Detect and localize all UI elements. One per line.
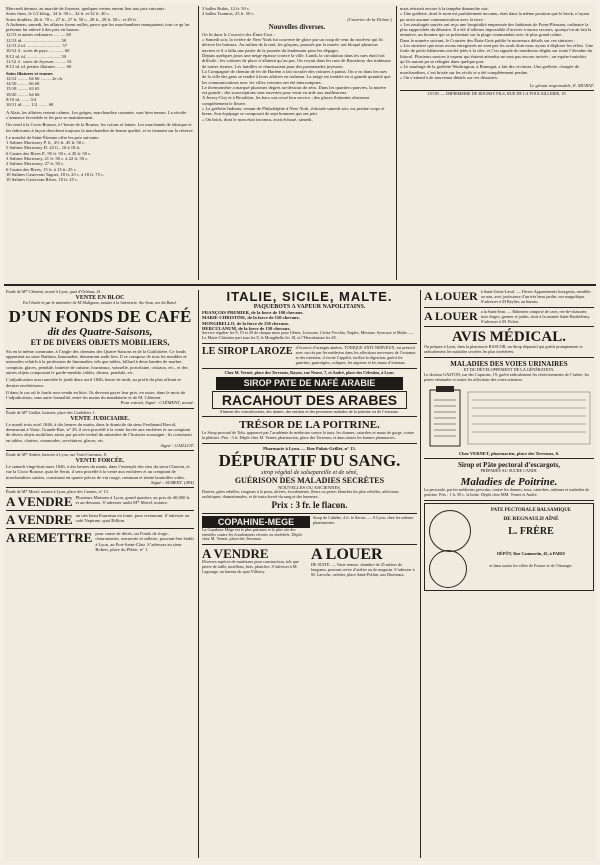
section-title: Nouvelles diverses. <box>268 22 326 31</box>
subtitle: dit des Quatre-Saisons, <box>47 325 153 338</box>
cubebe-text: Sirop de Cubèbe, 4 fr. le flacon. — A Lyon, chez les mêmes pharmaciens. <box>313 514 414 525</box>
sirop-pate-title: Sirop et Pâte pectoral d’escargots, <box>458 461 560 470</box>
vente-text: Le samedi vingt-huit mars 1846, à dix heures du matin, dans l’entrepôt des vins du sieur Charvin, et rue la Croix-Rousse, quai de Serin, il sera procédé à la vente aux enchères et au comptant de marchandises saisies, consistant en quatre pièces de vin rouge, commun et trente bouteilles vides. <box>6 464 190 480</box>
copahine-title: COPAHINE-MEGE <box>202 516 310 528</box>
bottom-left-column <box>6 290 194 858</box>
bottom-right-column <box>424 290 594 858</box>
ad-divider <box>424 458 594 459</box>
etude-header: Étude de M* Morel, notaire à Lyon, place des Carmes, n° 13. <box>6 489 109 495</box>
pharmacie: Pharmacie à Lyon. — Rue Palais-Grillet, n° 13. <box>263 446 356 452</box>
pate-sub: DE REGNAULD AÎNÉ <box>503 515 559 522</box>
main-title: D’UN FONDS DE CAFÉ <box>8 306 192 326</box>
depot-sub: et dans toutes les villes de France et de l’étranger. <box>489 562 573 568</box>
louer-ad <box>424 310 594 325</box>
ad-divider <box>424 357 594 358</box>
ad-divider <box>6 450 194 451</box>
ad-divider <box>6 408 194 409</box>
etude-header: Étude de M* Clément, avoué à Lyon, quai d’Orléans, 41. <box>6 290 102 294</box>
italie-subheader: PAQUEBOTS A VAPEUR NAPOLITAINS. <box>253 304 366 310</box>
seal-circle <box>429 550 467 588</box>
poitrine-text: La pectorale, par les médecins prescrite, contre les rhumes, toux, catarrhes, asthmes et maladies de poitrine. Prix : 1 fr. 50 c. la boîte. Dépôt chez MM. Vernet et André. <box>424 487 590 498</box>
ad-divider <box>424 500 594 501</box>
soies-list <box>6 71 194 108</box>
ad-label: A VENDRE <box>6 512 73 528</box>
newspaper-page <box>4 4 596 861</box>
paragraph: « Samedi soir, la rivière de New-York fut couverte de glace par un coup de vent du nord-est qui fit dériver les bateaux. Au milieu de la nuit, les glaçons, poussés par la marée, ont bloqué plusieurs navires et il a fallu une partie de la journée du lendemain pour les dégager. <box>202 37 383 53</box>
vente-sub: En l’étude et par le ministère de M Malignon, notaire à la faïencerie. Sis-Jean, rue du Bœuf. <box>23 299 177 305</box>
signer: Signé : AUBERT. (494) <box>151 479 194 485</box>
ad-divider <box>202 343 417 344</box>
pate-title: PATE PECTORALE BALSAMIQUE <box>490 507 572 513</box>
paragraph: La Compagnie de chemin de fer de Harlem a fait circuler des voitures à patins. On a vu dans les rues de la ville des gens se rendre à leurs affaires en traîneau. La neige est tombée en si grande quantité que les communications avec les villes voisines ont été interrompues. <box>202 68 391 85</box>
racahout-title: RACAHOUT DES ARABES <box>212 391 407 409</box>
chez-line: Chez M. Vernet, place des Terreaux, Rayon, rue Neuve, 7, et André, place des Célestins, à Lyon. <box>224 369 395 375</box>
column-divider <box>420 290 421 858</box>
guerison-text: Dartres, gales rebelles, rougeurs à la peau, ulcères, écoulements, fleurs ou pertes blanches les plus rebelles, affections rachitiques, rhumatismales, et de toute âcreté du sang et des humeurs. <box>202 488 399 499</box>
market-intro: Mercredi dernier, au marché de Joyeuse, quelques ventes eurent lieu aux prix suivants : <box>6 6 167 11</box>
ad-row <box>6 513 194 526</box>
ad-label: A LOUER <box>424 308 478 323</box>
ad-label: A VENDRE <box>202 546 269 562</box>
top-right-column <box>400 6 594 282</box>
boat: FRANÇOIS PREMIER, de la force de 100 chevaux. <box>202 310 304 315</box>
seal-circle <box>429 510 471 552</box>
maladies-title: MALADIES DES VOIES URINAIRES <box>450 360 568 369</box>
depuratif-title: DÉPURATIF DU SANG. <box>218 450 401 470</box>
ad-label: A LOUER <box>424 290 478 303</box>
paragraph: Depuis quelques jours une neige épaisse couvre la ville. Lundi, la circulation dans les rues était fort difficile ; les voitures de place n’allaient qu’au pas. On voyait dans les rues de Broadway des traîneaux de toutes formes. Les familles se réunissaient pour des promenades joyeuses. <box>202 53 391 69</box>
column-divider <box>396 6 397 280</box>
signature: Le gérant responsable, E. MURAT. <box>529 83 594 89</box>
market-line: 12/13 et autres ordinaires .......... 60 <box>6 32 71 38</box>
vente-text: Le mardi trois avril 1846, à dix heures du matin, dans le domicile du sieur Ferdinand Bavoil, demeurant à Vaise, Grande-Rue, n° 29, il sera procédé à la vente forcée aux enchères et au comptant de divers objets mobiliers saisis par procès-verbal du ministère de l’huissier soussigné ; ils consistent en tables, chaises, commodes, secrétaires, glaces, etc. <box>6 421 192 443</box>
soies-line: 12/12 ......... 64 66 ......... 2e ch. <box>6 75 64 81</box>
paragraph: Le thermomètre a marqué plusieurs degrés au-dessous de zéro. Dans les quartiers pauvres, la misère est grande ; des souscriptions sont ouvertes pour venir en aide aux malheureux. <box>202 84 386 96</box>
credit-line: (Courrier de la Drôme.) <box>347 16 392 22</box>
paragraph: Le marché de Saint-Étienne offre les prix suivants : <box>6 134 101 140</box>
ad-text: Diverses espèces de matériaux pour construction, tels que pierre de taille, moellons, bois, planches. S’adresser à M. Lagrange, au bureau du quai Villeroy. <box>202 559 299 575</box>
louer-ad <box>424 290 594 305</box>
ad-text: Plusieurs Maisons à Lyon, grand quartier, au prix de 40,000 fr. et au-dessous. S’adresser audit M* Morel, notaire. <box>75 495 191 506</box>
etude-header: Étude de M* Gaillot, huissier, place des Cordeliers 1. <box>6 409 96 415</box>
tresor-title: TRÉSOR DE LA POITRINE. <box>239 419 380 432</box>
paragraph: A Alais, les affaires restent calmes. Les grèges, marchandise courante, sont bien tenues. La récolte s’annonce favorable et les prix se maintiennent. <box>6 109 187 120</box>
copahine-row <box>202 516 417 543</box>
ad-text: pour cause de décès, un Fonds de forge, charronnerie, serrurerie et sellerie, pouvant être établi à Lyon, au Port-Saint-Clair. S’adresser au sieur Robert, place du Plâtre, n° 1. <box>95 531 194 553</box>
ad-text: DE SUITE. — Vaste remise, chambre de 25 mètres de longueur, pouvant servir d’atelier ou de magasin. S’adresser à M. Laroche, cafetier, place Saint-Pothin, aux Brotteaux. <box>311 562 415 578</box>
ad-divider <box>202 443 417 444</box>
ad-divider <box>6 528 194 529</box>
boat: MONGIBELLO, de la force de 150 chevaux. <box>202 320 290 326</box>
tresor-text: Le Sirop pectoral de Tolu, approuvé par l’académie de médecine contre la toux, les rhumes, catarrhes et maux de gorge, contre la phthisie. Prix : 3 fr. Dépôt chez M. Vernet, pharmacien, place des Terreaux, et dans toutes les bonnes pharmacies. <box>202 430 415 441</box>
ad-divider <box>424 326 594 327</box>
depot: DÉPÔT, Rue Caumartin, 45, à PARIS <box>496 550 565 556</box>
racahout-sub: Aliment des convalescents, des dames, des enfants et des personnes malades de la poitrine ou de l’estomac. <box>219 408 400 414</box>
bottom-middle-column <box>202 290 417 858</box>
service-text: Service régulier les 9, 19 et 29 de chaque mois pour Gênes, Livourne, Civita-Vecchia, Naples, Messine, Syracuse et Malte. — Le Marie-Christine part tous les 8, le Mongibello les 18, et l’Herculanum les 28. <box>202 330 413 341</box>
vente-label: VENTE EN BLOC <box>75 294 125 301</box>
paragraph: On lit dans le Courrier des États-Unis : <box>202 31 276 37</box>
ad-row <box>6 531 194 552</box>
italie-header: ITALIE, SICILE, MALTE. <box>226 290 393 304</box>
copahine-text: La Copahine Mège est le plus puissant et le plus sûr des remèdes contre les écoulements récents ou invétérés. Dépôt chez M. Vernet, place des Terreaux. <box>202 526 302 542</box>
vente-label: VENTE JUDICIAIRE. <box>70 415 130 422</box>
ad-divider <box>6 487 194 488</box>
soies-line: 9/10 id. ....... 3/4 <box>6 97 37 103</box>
stock-line: 5 Salines Morrissey D. 24 G., 16 à 18 fr. <box>6 145 81 151</box>
lfrere: L. FRÈRE <box>508 525 554 537</box>
section-divider <box>4 284 596 286</box>
stock-line: 2 Salines Morrissey, 27 fr. 50 c. <box>6 161 65 167</box>
subtitle-2: ET DE DIVERS OBJETS MOBILIERS, <box>30 337 170 347</box>
ad-divider <box>424 307 594 308</box>
paragraph: Dans le numéro suivant, le Courrier des États-Unis publie le nouveaux détails sur ces sinistres : <box>400 37 576 43</box>
top-middle-column <box>202 6 392 282</box>
head-line: 3 balles Rubis, 12 fr. 50 c. <box>202 6 251 11</box>
prix: Prix : 3 fr. le flacon. <box>271 499 348 510</box>
vente-label: VENTE FORCÉE. <box>75 458 125 465</box>
ad-text: a la Saint-Jean. — Bâtiment composé de cave, rez-de-chaussée, trois étages, grenier et jardin, situé à la montée Saint-Barthélemy. S’adresser à M. Fichet. <box>480 308 591 324</box>
market-line: 12/13 id. ................................ 58 <box>6 37 66 43</box>
soies-line: 10/11 id. ...... 1/2 ........ 68 <box>6 102 54 108</box>
ad-divider <box>202 416 417 417</box>
market-lines <box>6 11 194 69</box>
ad-divider <box>202 544 417 545</box>
avis-medical-text: On prépare à Lyon, dans la pharmacie BASCOB, un Sirop dépuratif qui guérit promptement et radicalement les maladies secrètes les plus invétérées. <box>424 344 583 355</box>
paragraph: « On s’attend à de nouveaux détails sur ces désastres. <box>400 74 499 80</box>
market-line: Soies fines, le 1/2 kilog., 34 fr. 50 c., 32 fr. et 32 fr. 40 c. <box>6 11 110 17</box>
poitrine-title: Maladies de Poitrine. <box>460 476 558 489</box>
stock-line: 3 Salines Morrissey, 21 fr. 50 c. à 22 fr. 50 c. <box>6 156 89 162</box>
column-divider <box>198 6 199 280</box>
paragraph: « Le naufrage de la goélette Washington, à Barnegat, a fait dix victimes. Une goélette, chargée de marchandises, s’est brisée sur les récifs et a été complètement perdue. <box>400 64 580 75</box>
vendre-ad <box>202 547 308 578</box>
signer: Pour extrait, Signé : CLÉMENT, avoué. <box>120 400 194 406</box>
stock-line: 10 Salines Castevran Taguet, 18 fr. 25 c. à 18 fr. 75 c. <box>6 171 105 177</box>
ad-label: A VENDRE <box>6 494 73 510</box>
market-line: Soies doubles, 26 fr. 70 c., 27 fr., 27 fr. 50 c., 28 fr., 28 fr. 50 c. et 29 fr. <box>6 16 137 22</box>
sirop-pate-sub: PRÉPARÉS AU SUCRE CANDI. <box>480 468 538 474</box>
soies-heading: Soies filatures et trames <box>6 70 53 76</box>
regnauld-ad <box>424 503 594 591</box>
soies-line: 14/16 ......... 66 68 <box>6 81 40 87</box>
soies-line: 18/20 ......... 64 66 <box>6 91 40 97</box>
signer: Signé : GAILLOT. <box>160 442 194 448</box>
top-left-column <box>6 6 194 282</box>
head-line: 2 balles Trunmis, 25 fr. 50 c. <box>202 11 255 17</box>
adjudication: L’adjudication sera tranchée le jeudi deux avril 1846, heure de midi, au profit du plus offrant et dernier enchérisseur. <box>6 377 181 388</box>
boat: HERCULANUM, de la force de 150 chevaux. <box>202 325 291 331</box>
sirop-text: d’écorces d’oranges amères, TONIQUE ANTI-NERVEUX, est prescrit avec succès par les médecins dans les affections nerveuses de l’estomac et des intestins; il excite l’appétit, facilite la digestion, guérit les gastrites, gastralgies, coliques, les aigreurs et les maux d’estomac. <box>295 345 416 365</box>
market-line: 8/12 id. id. petites filatures ........ 60 <box>6 64 72 70</box>
mise-a-prix: Il dans le cas où le fonds sera vendu en bloc. Ils devront payer leur prix, en outre, dans le mois de l’adjudication, sans autre formalité, entre les mains du mandataire et de M. Clément. <box>6 389 186 401</box>
paragraph: « Les naufragés sauvés ont reçu une hospitalité empressée des habitants de Point-Pleasant, ordinaire la plus rapprochée du désastre. Il a été d’ailleurs impossible d’arriver à aucun secours, quoiqu’on ait fait la tentative, un homme qui se présentait sur la plage commandait avec le plus grand calme. <box>400 21 592 38</box>
ad-label: A REMETTRE <box>6 530 93 546</box>
stock-line: 6 Cautes des Rives P., 95 fr. 50 c. à 45 fr. 50 c. <box>6 150 92 156</box>
market-line: 10/12 4 . soies de pays ............. 60 <box>6 48 70 54</box>
guerison: GUÉRISON DES MALADIES SECRÈTES <box>234 475 385 485</box>
market-line: A Aubenas, samedi, les affaires furent nulles, parce que les marchandises manquaient; tout ce qu’on présenta fut enlevé à des prix en hausse. <box>6 21 190 33</box>
paragraph: mais résistait encore à la tempête dimanche soir. <box>400 6 489 11</box>
ad-divider <box>202 368 417 369</box>
stock-line: 6 Cautes des Rives, 15 fr. à 15 fr. 25 c. <box>6 166 77 172</box>
ad-label: A LOUER <box>311 546 383 564</box>
footer-rule <box>400 90 594 91</box>
stock-line: 1 Salines Morrissey P. 6., 4½ fr. 45 fr. 50 c. <box>6 140 86 146</box>
column-divider <box>198 290 199 858</box>
paragraph: A Jersey-City et à Brooklyn, les bacs ont cessé leur service ; des glaces flottantes obstruent complètement le fleuve. <box>202 95 370 106</box>
stock-lines <box>6 140 194 182</box>
sirop-laroze-ad <box>202 346 417 366</box>
avis-medical-title: AVIS MÉDICAL. <box>452 329 566 346</box>
description: Sis en la même commune, à l’angle des chemins des Quatre-Saisons et de la Guillotière. Ce fonds appartient au sieur Rathion, limonadier, demeurant audit lieu. Il se compose de tous les meubles et ustensiles relatifs à la profession de limonadier, tels que tables, billard à deux bandes de marbre, comptoir, glaces, pendule, batterie de cuisine, fourneaux, vaisselle, porcelaine, cristaux, etc., et des autres objets composant le garde-meuble, tables, divans, pendule, etc. <box>6 348 188 375</box>
soies-line: 15/18 ......... 63 65 <box>6 86 40 92</box>
paragraph: On vend à la Croix-Rousse, à l’heure de la Bourse, les cotons et laines. Les marchands de fabrique et les fabricants à façon cherchent toujours la marchandise de bonne qualité, et se tiennent sur la réserve. <box>6 122 194 133</box>
louer-ad <box>311 547 417 578</box>
boat-list <box>202 310 417 331</box>
ad-divider <box>6 510 194 511</box>
ad-text: un très beau Fourneau en fonte, pour restaurant. S’adresser au café Neptune, quai Billion. <box>75 513 190 524</box>
pate-banner: SIROP PATE DE NAFÉ ARABIE <box>216 377 403 390</box>
market-line: 11/12 4 . soies de Joyeuse .......... 61 <box>6 58 72 64</box>
boat: MARIE-CHRISTINE, de la force de 150 chevaux. <box>202 315 300 321</box>
ad-row <box>6 495 194 508</box>
ad-text: à Saint-Genis-Laval. — Divers Appartements bourgeois, meublés ou non, avec jouissance d’un très beau jardin, vue magnifique. S’adresser à M Beylier, au bureau. <box>480 290 591 304</box>
paragraph: « Les sinistres que nous avons enregistrés ne sont pas les seuls dont nous ayons à déplorer les effets. Une foule de petits bâtiments ont été jetés à la côte, et l’on signale de nombreux dégâts sur toute l’étendue du littoral. Plusieurs navires à vapeur qui étaient attendus ne sont pas encore arrivés ; on espère toutefois qu’ils auront pu se réfugier dans quelque port. <box>400 43 594 64</box>
maladies-text: Le docteur GASTON, rue des Capucins, 19, guérit radicalement les rétrécissements de l’urètre, les pertes séminales et toutes les affections des voies urinaires. <box>424 372 590 383</box>
guerison-sub: NOUVELLES OU ANCIENNES, <box>278 484 341 490</box>
etude-header: Étude de M* Aubert, huissier à Lyon, rue Trois-Carreaux, 8. <box>6 452 107 458</box>
sirop-title: LE SIROP LAROZE <box>202 346 293 357</box>
bottle-image <box>424 386 594 448</box>
bottom-ads-row <box>202 547 417 578</box>
market-line: 12/13 2 id. .............................. 57 <box>6 43 68 49</box>
maladies-sub: ET DU DÉVELOPPEMENT DE LA GÉNÉRATION. <box>463 367 555 373</box>
paragraph: « Une goélette, dont le nom est parfaitement inconnu, était dans la même position que le brick, n’ayant pu avoir aucune communication avec la terre. <box>400 11 590 22</box>
paragraph: « La goélette Indiana, venant de Philadelphie à New-York, échouée samedi soir, est perdue corps et biens. Son équipage se composait de sept hommes qui ont péri. <box>202 106 385 117</box>
ad-divider <box>202 513 417 514</box>
chez-vernet: Chez VERNET, pharmacien, place des Terreaux, 6. <box>458 450 560 456</box>
stock-line: 10 Salines Castevran Rives, 10 fr. 25 c. <box>6 177 79 183</box>
printer-footer: LYON. — IMPRIMERIE DE BOURSY FILS, RUE DE LA POULAILLERIE, 19. <box>427 91 567 97</box>
depuratif-sub: sirop végétal de salsepareille et de séné, <box>261 469 358 476</box>
paragraph: « On brick, dont le nom était inconnu, avait échoué, samedi, <box>202 116 313 122</box>
market-line: 8/12 id. id. ............................. 59 <box>6 53 67 59</box>
copahine-ad <box>202 516 310 543</box>
bottle-illustration <box>424 386 594 448</box>
